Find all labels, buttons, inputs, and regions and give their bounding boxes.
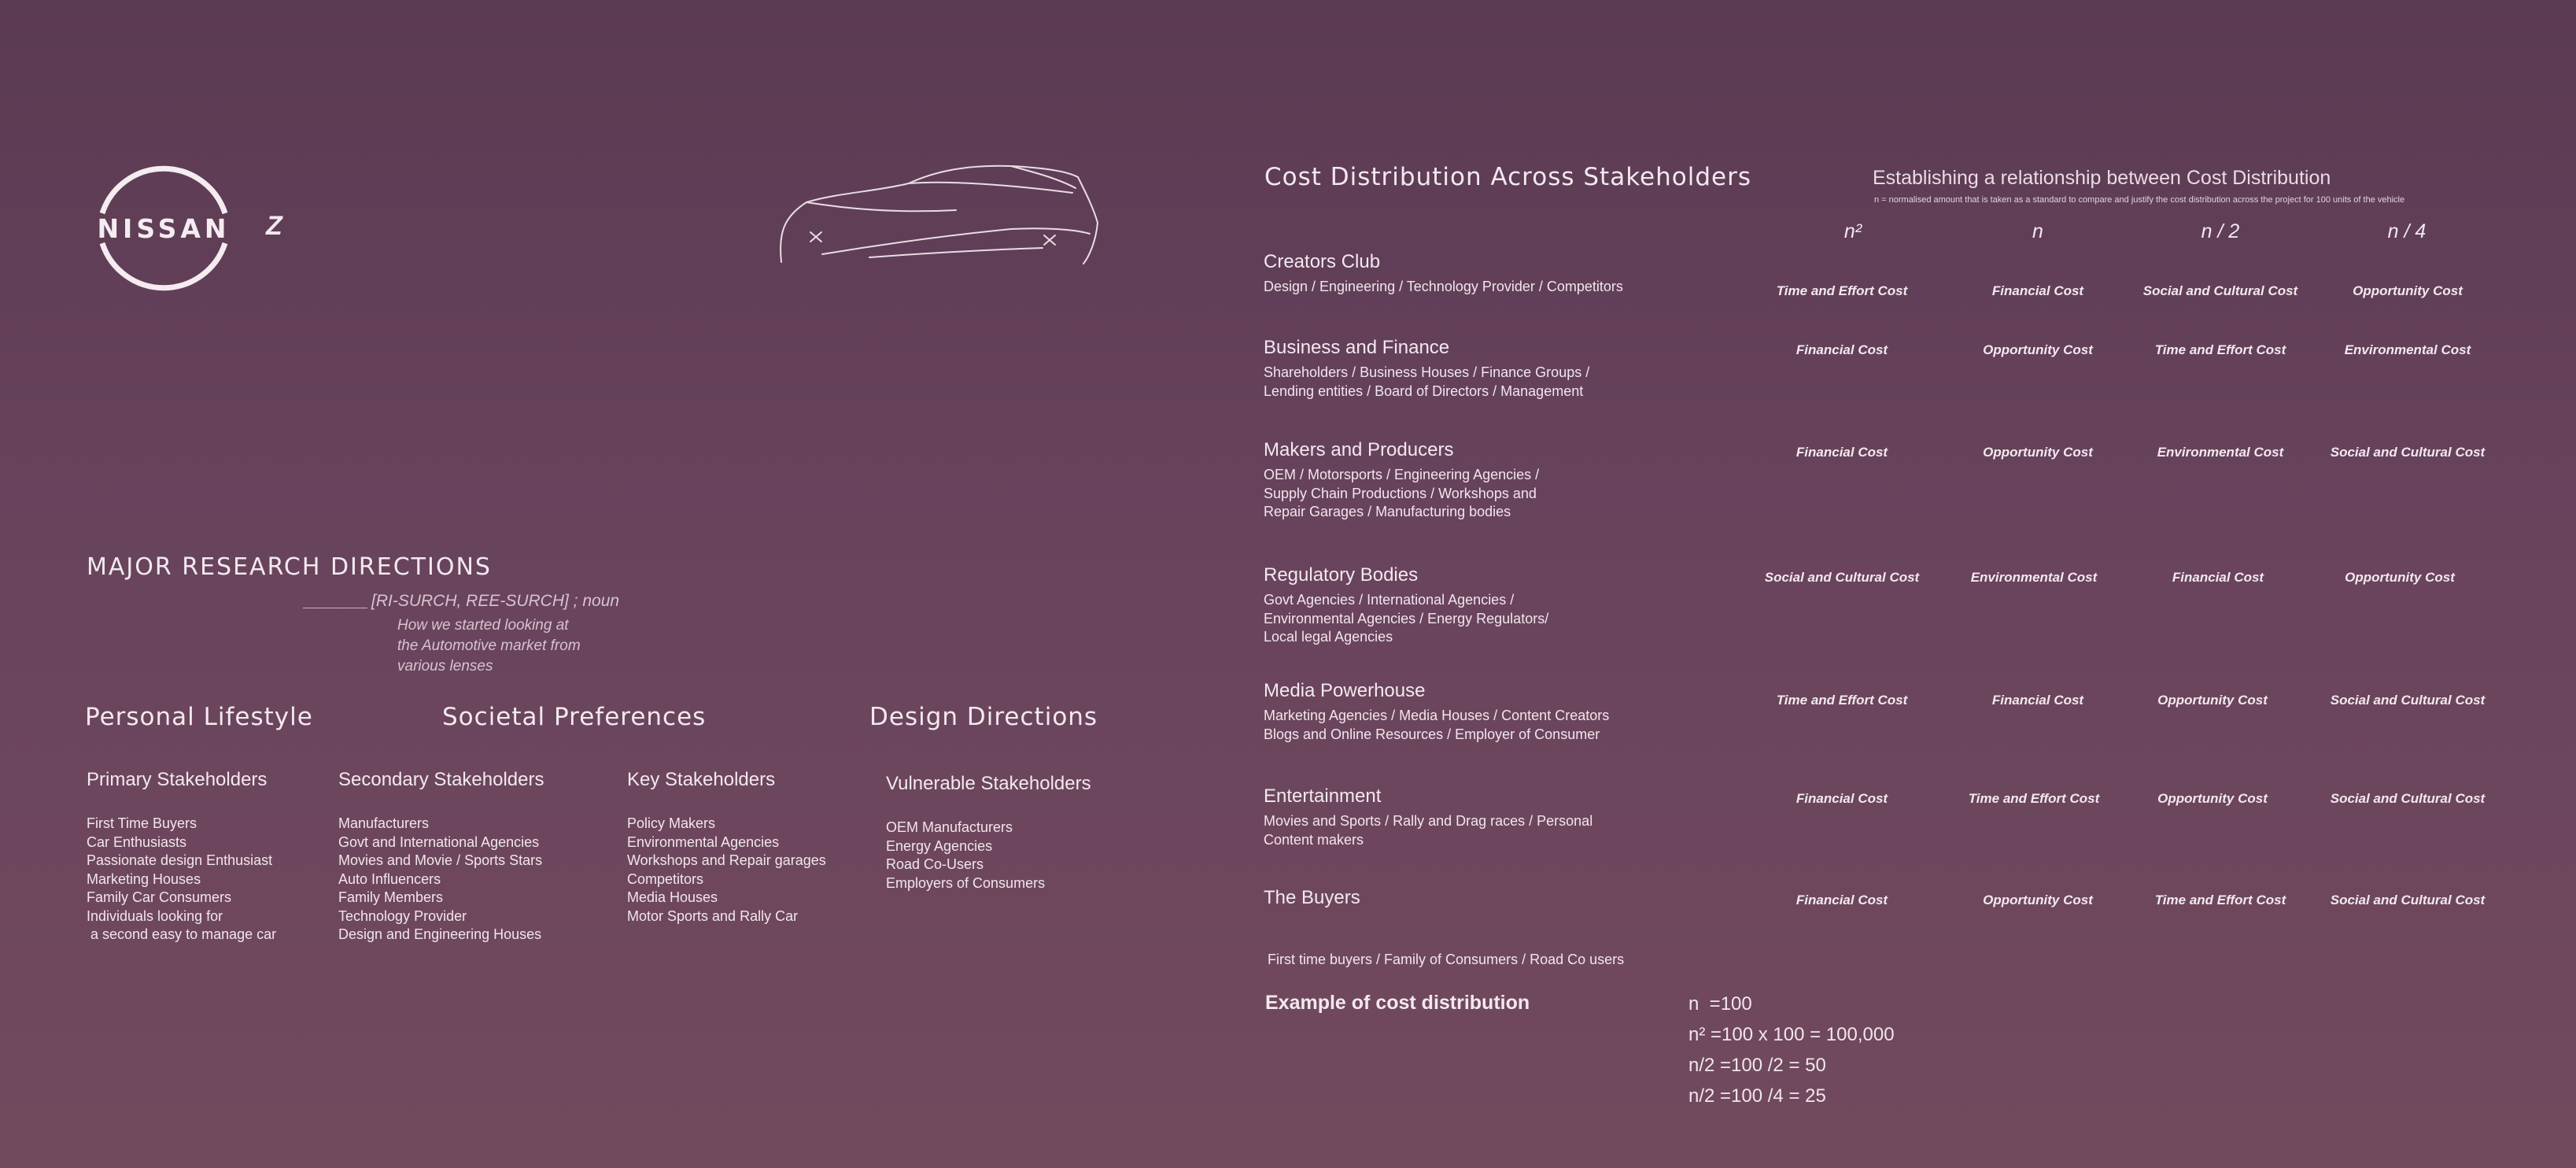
definition-line: the Automotive market from [397,638,581,654]
cost-cell: Social and Cultural Cost [1764,570,1920,585]
group-name: Makers and Producers [1264,439,1454,460]
group-desc-line: Environmental Agencies / Energy Regulators/ [1264,610,1549,627]
column-header-n-squared: n² [1843,220,1862,242]
group-desc-line: Govt Agencies / International Agencies / [1264,592,1515,608]
group-desc-line: Marketing Agencies / Media Houses / Content Creators [1264,708,1610,723]
stakeholder-group [1264,680,1609,744]
cost-cell: Environmental Cost [2344,342,2471,357]
group-name: Regulatory Bodies [1264,564,1419,586]
cost-cell: Financial Cost [1795,445,1888,460]
list-item: Family Car Consumers [87,889,232,905]
stakeholder-group [1264,785,1592,849]
group-name: Media Powerhouse [1264,680,1426,701]
cost-cell: Time and Effort Cost [1776,283,1908,298]
list-item: Car Enthusiasts [87,833,187,850]
car-sketch [775,161,1105,272]
nissan-emblem-icon [85,161,242,295]
cost-cell: Environmental Cost [2157,445,2284,460]
group-desc [1264,707,1609,744]
cost-cell: Social and Cultural Cost [2330,445,2486,460]
stakeholder-list-title: Key Stakeholders [627,769,776,790]
group-desc-line: Design / Engineering / Technology Provider / Competitors [1264,279,1623,294]
secondary-stakeholders [338,769,544,944]
nissan-logo [85,161,242,295]
definition [397,615,602,677]
list-item: Workshops and Repair garages [627,852,826,868]
example-line: n =100 [1688,993,1752,1015]
group-desc-line: First time buyers / Family of Consumers / Road Co users [1264,952,1625,967]
list-item: Passionate design Enthusiast [87,852,273,868]
example-line: n² =100 x 100 = 100,000 [1688,1024,1895,1045]
group-desc-line: Lending entities / Board of Directors / Management [1264,383,1584,399]
list-item: Technology Provider [338,907,467,924]
group-name: Business and Finance [1264,337,1450,358]
group-desc-line: Shareholders / Business Houses / Finance Groups / [1264,364,1590,380]
column-header-n: n [2032,220,2043,242]
group-desc-line: Supply Chain Productions / Workshops and [1264,485,1537,501]
stakeholder-group [1264,251,1623,297]
list-item: OEM Manufacturers [886,819,1013,835]
cost-note: n = normalised amount that is taken as a standard to compare and justify the cost distribution across the project for 100 units of the vehicle [1874,195,2405,205]
cost-cell: Time and Effort Cost [2154,342,2286,357]
section-title-societal-preferences: Societal Preferences [442,703,707,731]
cost-cell: Financial Cost [2172,570,2264,585]
list-item: Energy Agencies [886,837,993,854]
group-desc-line: Blogs and Online Resources / Employer of Consumer [1264,726,1600,742]
key-stakeholders [627,769,826,926]
research-heading: MAJOR RESEARCH DIRECTIONS [87,553,492,581]
cost-cell: Social and Cultural Cost [2142,283,2298,298]
group-desc [1264,278,1623,297]
definition-line: How we started looking at [397,617,569,634]
example-line: n/2 =100 /4 = 25 [1688,1085,1826,1107]
stakeholder-group [1264,564,1548,647]
list-item: Manufacturers [338,815,430,831]
example-title: Example of cost distribution [1265,992,1530,1014]
group-desc-line: Local legal Agencies [1264,629,1393,645]
cost-cell: Financial Cost [1991,693,2084,708]
cost-cell: Time and Effort Cost [2154,893,2286,907]
stakeholder-group [1264,337,1589,401]
group-desc [1264,591,1548,647]
cost-cell: Opportunity Cost [2157,693,2268,708]
model-z-mark: Z [266,211,281,241]
group-desc-line: Repair Garages / Manufacturing bodies [1264,504,1511,519]
group-desc-line: OEM / Motorsports / Engineering Agencies / [1264,467,1540,482]
list-item: Competitors [627,870,704,887]
list-item: a second easy to manage car [87,926,277,942]
cost-cell: Environmental Cost [1970,570,2098,585]
vulnerable-stakeholders [886,773,1091,893]
list-item: Movies and Movie / Sports Stars [338,852,543,868]
list-item: Road Co-Users [886,856,984,872]
primary-stakeholders [87,769,276,944]
cost-cell: Opportunity Cost [2345,570,2455,585]
group-name: The Buyers [1264,887,1360,908]
group-desc-line: Movies and Sports / Rally and Drag races / Personal [1264,813,1593,829]
cost-cell: Financial Cost [1795,791,1888,806]
cost-cell: Opportunity Cost [1983,893,2093,907]
list-item: Marketing Houses [87,870,201,887]
list-item: Family Members [338,889,444,905]
cost-cell: Financial Cost [1991,283,2084,298]
group-name: Entertainment [1264,785,1382,807]
group-desc [1264,364,1589,401]
column-header-n-quarter: n / 4 [2387,220,2427,242]
pronunciation: [RI-SURCH, REE-SURCH] ; noun [371,592,620,610]
cost-cell: Financial Cost [1795,893,1888,907]
group-desc [1264,466,1539,522]
stakeholder-list-title: Primary Stakeholders [87,769,268,790]
list-item: Employers of Consumers [886,874,1046,891]
cost-cell: Opportunity Cost [1983,445,2093,460]
cost-cell: Social and Cultural Cost [2330,893,2486,907]
group-desc-line: Content makers [1264,831,1364,848]
cost-cell: Social and Cultural Cost [2330,791,2486,806]
list-item: Policy Makers [627,815,716,831]
stakeholder-list-title: Secondary Stakeholders [338,769,544,790]
list-item: Design and Engineering Houses [338,926,542,942]
list-item: Motor Sports and Rally Car [627,907,799,924]
list-item: Media Houses [627,889,718,905]
list-item: Auto Influencers [338,870,441,887]
list-item: First Time Buyers [87,815,197,831]
list-item: Govt and International Agencies [338,833,540,850]
cost-cell: Opportunity Cost [2353,283,2463,298]
stakeholder-group [1264,887,1624,1007]
cost-cell: Opportunity Cost [1983,342,2093,357]
list-item: Individuals looking for [87,907,223,924]
cost-subtitle: Establishing a relationship between Cost Distribution [1873,167,2331,189]
stakeholder-group [1264,439,1539,522]
section-title-personal-lifestyle: Personal Lifestyle [85,703,313,731]
cost-cell: Time and Effort Cost [1776,693,1908,708]
stakeholder-list-title: Vulnerable Stakeholders [886,773,1091,794]
logo-text: NISSAN [97,213,231,244]
cost-title: Cost Distribution Across Stakeholders [1264,163,1751,191]
cost-cell: Social and Cultural Cost [2330,693,2486,708]
cost-cell: Time and Effort Cost [1968,791,2100,806]
example-line: n/2 =100 /2 = 50 [1688,1055,1826,1076]
car-outline-icon [775,161,1105,272]
cost-cell: Opportunity Cost [2157,791,2268,806]
cost-cell: Financial Cost [1795,342,1888,357]
group-name: Creators Club [1264,251,1381,272]
list-item: Environmental Agencies [627,833,780,850]
section-title-design-directions: Design Directions [869,703,1098,731]
definition-line: various lenses [397,658,493,675]
group-desc [1264,812,1592,849]
column-header-n-half: n / 2 [2201,220,2240,242]
